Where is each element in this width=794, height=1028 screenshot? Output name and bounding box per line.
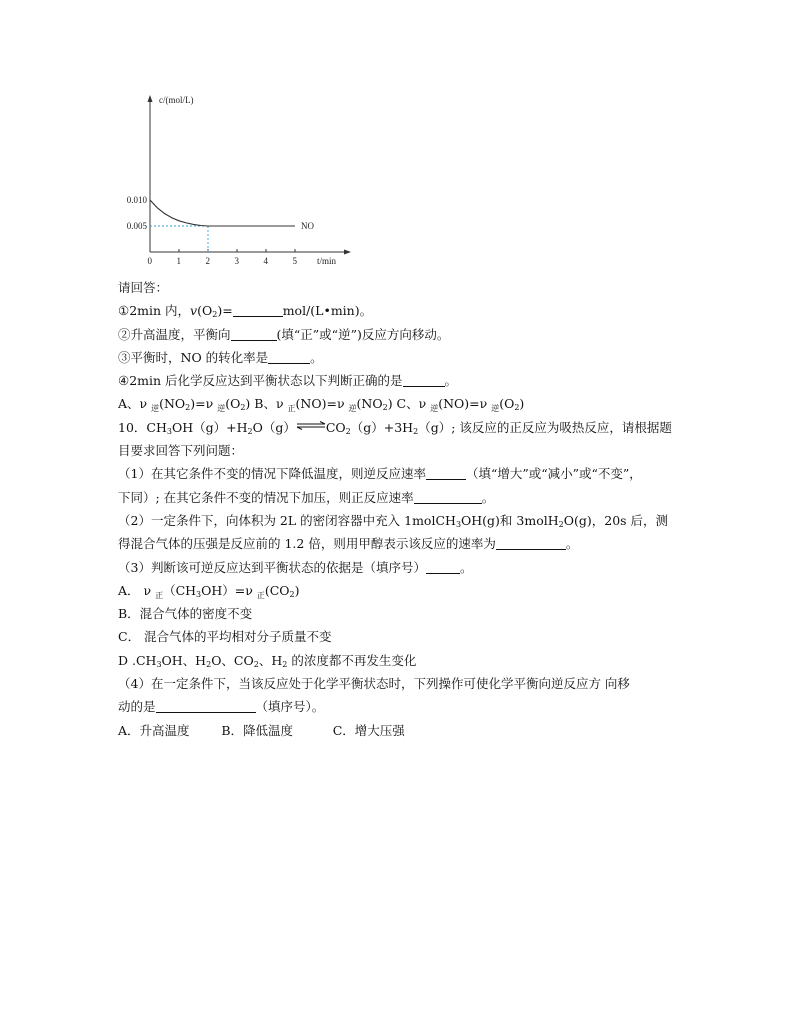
answer-blank[interactable] <box>156 699 256 713</box>
series-line-no <box>150 200 295 226</box>
q9-intro: 请回答： <box>118 280 169 295</box>
q10-part-3: （3）判断该可逆反应达到平衡状态的依据是（填序号） 。 <box>118 559 473 575</box>
q10-option-b: B．混合气体的密度不变 <box>118 606 253 622</box>
q9-item-3: ③平衡时，NO 的转化率是 。 <box>118 349 323 365</box>
q9-item-1: ①2min 内，$v(O_2)=$ mol/(L•min)。 <box>118 303 373 320</box>
answer-blank[interactable] <box>403 373 445 387</box>
x-tick-label: 0 <box>147 256 152 266</box>
answer-blank[interactable] <box>231 327 277 341</box>
series-label-no: NO <box>301 221 314 231</box>
question-text <box>118 276 708 742</box>
y-axis-label: c/(mol/L) <box>159 95 194 105</box>
q10-line-2: 目要求回答下列问题： <box>118 443 244 459</box>
y-axis-arrow <box>148 95 153 102</box>
answer-blank[interactable] <box>426 466 466 480</box>
reversible-arrow-icon <box>296 421 326 431</box>
answer-blank[interactable] <box>414 490 482 504</box>
answer-blank[interactable] <box>496 536 566 550</box>
y-tick-label: 0.005 <box>126 221 147 231</box>
q10-part-2-cont: 得混合气体的压强是反应前的 1.2 倍，则用甲醇表示该反应的速率为 。 <box>118 536 579 552</box>
q10-option-a: A． ν $_正(CH_3OH)=\nu$ $_正(CO_2)$ <box>118 582 300 600</box>
q10-part-1: （1）在其它条件不变的情况下降低温度，则逆反应速率 （填“增大”或“减小”或“不变”， <box>118 466 642 482</box>
concentration-time-chart <box>118 88 353 270</box>
x-axis-label: t/min <box>317 256 337 266</box>
tick-labels <box>127 195 298 266</box>
y-tick-label: 0.010 <box>126 195 147 205</box>
x-tick-label: 2 <box>205 256 210 266</box>
q10-option-d: D $.CH_3OH$、$H_2O$、$CO_2$、$H_2$ 的浓度都不再发生变化 <box>118 652 417 669</box>
q10-part-4-cont: 动的是 （填序号）。 <box>118 699 325 715</box>
q9-options: A、ν $_逆(NO_2)=\nu$ $_逆(O_2)$ B、ν $_正$(NO)=ν $_逆(NO_2)$ C、ν $_逆$(NO)=ν $_逆(O_2)$ <box>118 396 525 414</box>
guide-lines <box>150 226 208 252</box>
x-tick-label: 4 <box>263 256 268 266</box>
q10-part-4-options: A．升高温度 B．降低温度 C．增大压强 <box>118 722 405 738</box>
q10-part-2: （2）一定条件下，向体积为 2L 的密闭容器中充入 1molCH$_3$OH(g)和 3molH$_2$O(g)，20s 后，测 <box>118 512 669 529</box>
answer-blank[interactable] <box>233 303 283 317</box>
q9-item-4: ④2min 后化学反应达到平衡状态以下判断正确的是 。 <box>118 373 458 389</box>
answer-blank[interactable] <box>426 560 460 574</box>
q10-part-4: （4）在一定条件下，当该反应处于化学平衡状态时，下列操作可使化学平衡向逆反应方 向移 <box>118 676 630 692</box>
x-tick-label: 3 <box>234 256 239 266</box>
x-axis-arrow <box>344 250 351 255</box>
q10-option-c: C． 混合气体的平均相对分子质量不变 <box>118 629 332 645</box>
answer-blank[interactable] <box>268 350 310 364</box>
q10-part-1-cont: 下同）; 在其它条件不变的情况下加压，则正反应速率 。 <box>118 489 495 505</box>
x-tick-label: 5 <box>292 256 297 266</box>
q9-item-2: ②升高温度，平衡向 (填“正”或“逆”)反应方向移动。 <box>118 326 450 342</box>
x-tick-label: 1 <box>176 256 181 266</box>
q10-equation: 10．$CH_3OH(g)+H_2O(g)$ $CO_2(g)+3H_2(g)$; 该反应的正反应为吸热反应，请根据题 <box>118 419 672 436</box>
